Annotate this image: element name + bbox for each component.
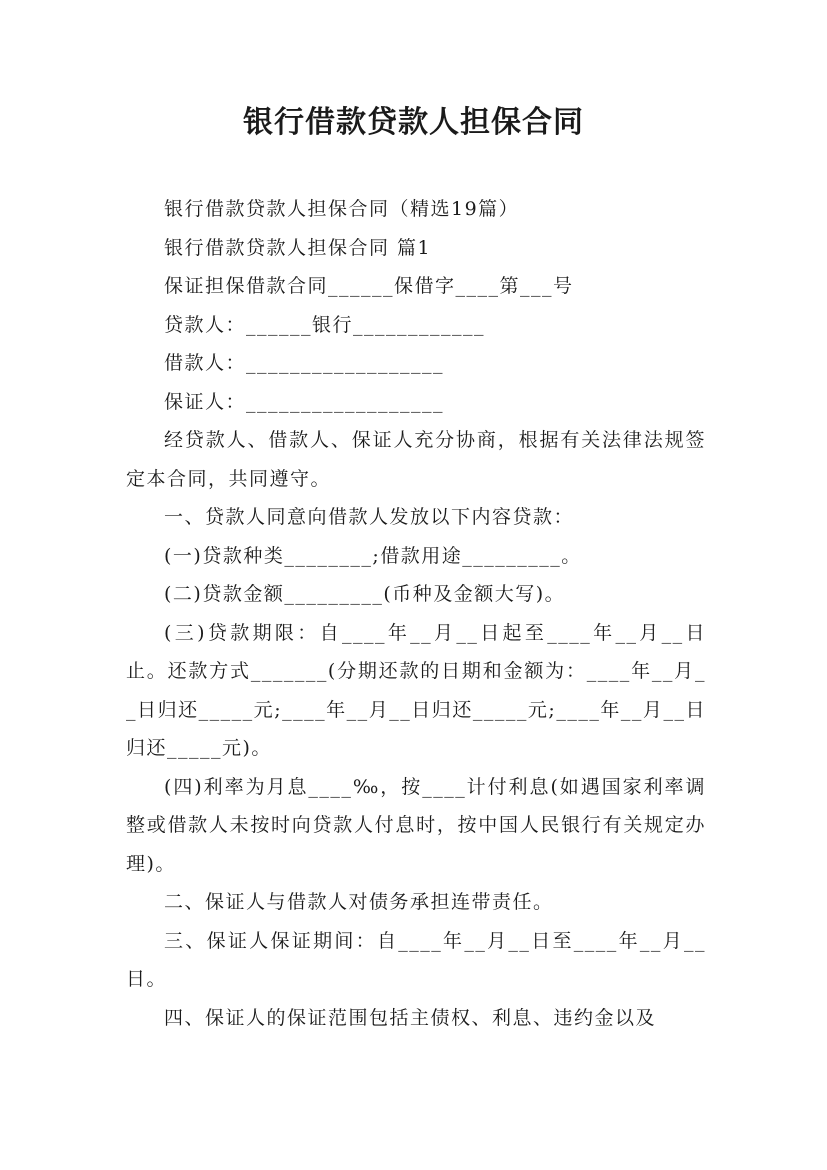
document-title: 银行借款贷款人担保合同 [243,105,584,140]
paragraph-clause-1-4: (四)利率为月息____‰，按____计付利息(如遇国家利率调整或借款人未按时向贷款人付息时，按中国人民银行有关规定办理)。 [126,775,706,875]
paragraph-heading: 银行借款贷款人担保合同（精选19篇） [164,198,520,220]
paragraph-clause-1-3: (三)贷款期限：自____年__月__日起至____年__月__日止。还款方式_______(分期还款的日期和金额为：____年__月__日归还_____元;____年__月__日归还_____元;____年__月__日归还_____元)。 [126,621,706,759]
paragraph-lender: 贷款人：______银行____________ [164,313,486,336]
paragraph-guarantor: 保证人：__________________ [164,390,445,413]
paragraph-preamble: 经贷款人、借款人、保证人充分协商，根据有关法律法规签定本合同，共同遵守。 [126,429,706,490]
paragraph-clause-1-2: (二)贷款金额_________(币种及金额大写)。 [164,583,566,605]
paragraph-clause-3: 三、保证人保证期间：自____年__月__日至____年__月__日。 [126,929,706,990]
paragraph-clause-1-1: (一)贷款种类________;借款用途_________。 [164,544,582,567]
paragraph-borrower: 借款人：__________________ [164,352,445,374]
paragraph-contract-number: 保证担保借款合同______保借字____第___号 [164,275,574,297]
document-body [126,190,706,1037]
paragraph-clause-4: 四、保证人的保证范围包括主债权、利息、违约金以及 [164,1006,657,1029]
paragraph-clause-1: 一、贷款人同意向借款人发放以下内容贷款： [164,506,575,528]
paragraph-clause-2: 二、保证人与借款人对债务承担连带责任。 [164,891,554,913]
paragraph-section-title: 银行借款贷款人担保合同 篇1 [164,236,432,259]
